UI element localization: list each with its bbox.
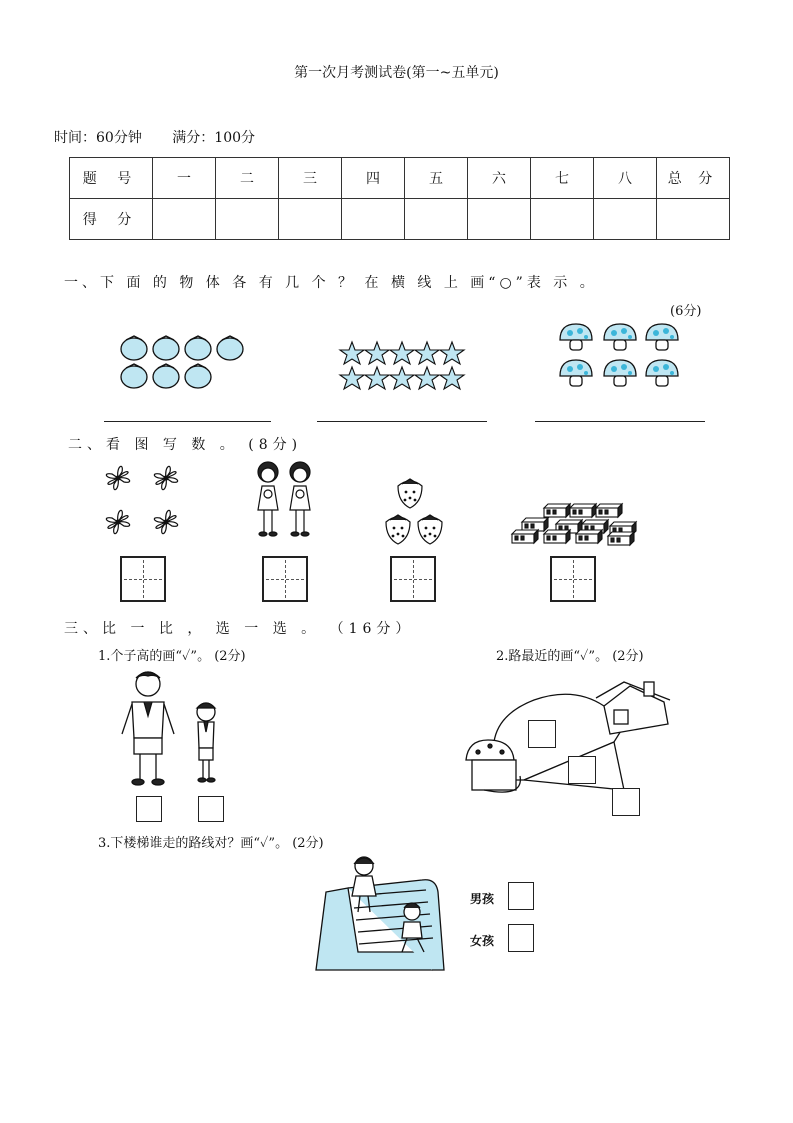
score-header-cell: 总 分 <box>657 158 730 199</box>
score-cell[interactable] <box>594 199 657 240</box>
answer-box-path-top[interactable] <box>528 720 556 748</box>
answer-box-boy[interactable] <box>508 882 534 910</box>
answer-grid-girls[interactable] <box>262 556 308 602</box>
score-cell[interactable] <box>657 199 730 240</box>
score-header-cell: 一 <box>153 158 216 199</box>
answer-box-path-middle[interactable] <box>568 756 596 784</box>
question-2: 2.路最近的画“✓”。 (2分) <box>496 649 644 664</box>
score-table <box>69 157 730 240</box>
strawberries-illustration <box>384 478 450 548</box>
girls-illustration <box>252 458 322 548</box>
score-row-label: 得 分 <box>70 199 153 240</box>
score-header-cell: 六 <box>468 158 531 199</box>
score-table-score-row <box>70 199 730 240</box>
exam-meta <box>54 127 281 147</box>
score-cell[interactable] <box>405 199 468 240</box>
answer-line-mushrooms[interactable] <box>535 421 705 422</box>
answer-box-tall-boy[interactable] <box>136 796 162 822</box>
boy-label: 男孩 <box>470 892 495 906</box>
tomatoes-illustration <box>118 333 258 393</box>
answer-line-stars[interactable] <box>317 421 487 422</box>
flowers-illustration <box>98 458 193 548</box>
bricks-illustration <box>512 500 642 550</box>
full-score: 满分：100分 <box>172 130 256 146</box>
score-header-cell: 二 <box>216 158 279 199</box>
score-table-header-row <box>70 158 730 199</box>
section2-heading: 二、看 图 写 数 。 (8分) <box>68 437 303 453</box>
stairs-children-illustration <box>312 852 446 974</box>
answer-box-short-boy[interactable] <box>198 796 224 822</box>
score-header-cell: 八 <box>594 158 657 199</box>
girl-label: 女孩 <box>470 934 495 948</box>
score-header-cell: 四 <box>342 158 405 199</box>
page-title: 第一次月考测试卷(第一~五单元) <box>294 65 499 81</box>
score-cell[interactable] <box>531 199 594 240</box>
mushrooms-illustration <box>558 322 688 392</box>
answer-box-path-bottom[interactable] <box>612 788 640 816</box>
score-header-cell: 三 <box>279 158 342 199</box>
question-1: 1.个子高的画“✓”。 (2分) <box>98 649 246 664</box>
section1-heading: 一、下 面 的 物 体 各 有 几 个 ？ 在 横 线 上 画“○”表 示 。 <box>64 275 598 291</box>
answer-grid-bricks[interactable] <box>550 556 596 602</box>
score-header-cell: 五 <box>405 158 468 199</box>
score-cell[interactable] <box>468 199 531 240</box>
stars-illustration <box>340 342 466 392</box>
section1-points: (6分) <box>670 304 702 319</box>
score-header-cell: 七 <box>531 158 594 199</box>
time-limit: 时间：60分钟 <box>54 130 142 146</box>
score-header-cell: 题 号 <box>70 158 153 199</box>
children-height-illustration <box>118 668 228 788</box>
score-cell[interactable] <box>216 199 279 240</box>
section3-heading: 三、比 一 比 ， 选 一 选 。 （16分） <box>64 621 415 637</box>
answer-grid-strawberries[interactable] <box>390 556 436 602</box>
score-cell[interactable] <box>153 199 216 240</box>
question-3: 3.下楼梯谁走的路线对？画“✓”。 (2分) <box>98 836 324 851</box>
answer-line-tomatoes[interactable] <box>104 421 271 422</box>
answer-box-girl[interactable] <box>508 924 534 952</box>
answer-grid-flowers[interactable] <box>120 556 166 602</box>
score-cell[interactable] <box>279 199 342 240</box>
score-cell[interactable] <box>342 199 405 240</box>
